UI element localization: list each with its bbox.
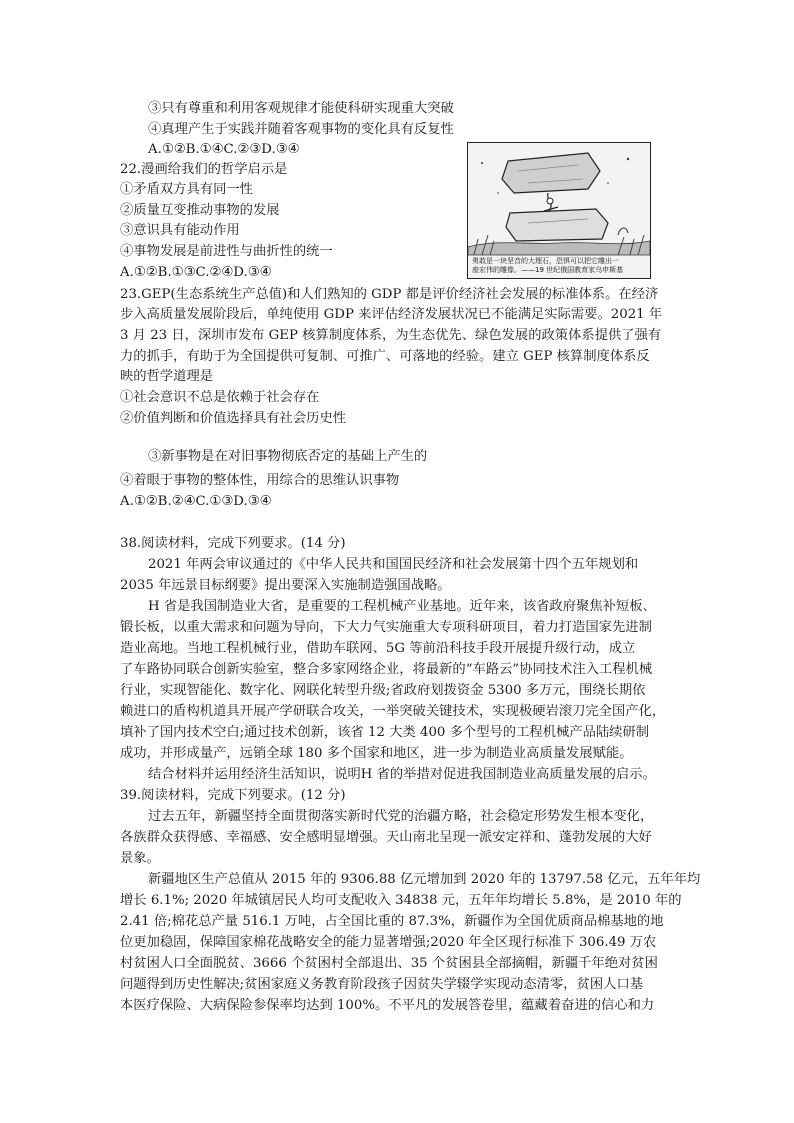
q23-stem-line-5: 映的哲学道理是 [120,369,214,384]
q38-para-2-line: 成功，并形成量产，远销全球 180 多个国家和地区，进一步为制造业高质量发展赋能。 [120,746,633,761]
q22-option-1: ①矛盾双方具有同一性 [120,182,253,197]
q38-para-2-line: 锻长板，以重大需求和问题为导向，下大力气实施重大专项科研项目，着力打造国家先进制 [120,620,652,635]
q23-stem-line-4: 力的抓手，有助于为全国提供可复制、可推广、可落地的经验。建立 GEP 核算制度体系反 [120,349,650,364]
q38-para-2-line: 造业高地。当地工程机械行业，借助车联网、5G 等前沿科技手段开展提升级行动，成立 [120,641,636,656]
q38-para-2-line: H 省是我国制造业大省，是重要的工程机械产业基地。近年来，该省政府聚焦补短板、 [148,599,656,614]
q22-choices: A.①②B.①③C.②④D.③④ [120,265,272,280]
q23-stem-line-2: 步入高质量发展阶段后，单纯使用 GDP 来评估经济发展状况已不能满足实际需要。2021 年 [120,307,663,322]
q23-option-2: ②价值判断和价值选择具有社会历史性 [120,411,347,426]
q39-para-2-line: 新疆地区生产总值从 2015 年的 9306.88 亿元增加到 2020 年的 13797.58 亿元，五年年均 [148,872,701,887]
q38-para-2-line: 行业，实现智能化、数字化、网联化转型升级;省政府划拨资金 5300 多万元，围绕长期依 [120,683,646,698]
comic-caption-line-1: 勇敢是一块坚音的大理石，恐惧可以把它雕出一 [472,257,619,265]
q23-stem-line-3: 3 月 23 日，深圳市发布 GEP 核算制度体系，为生态优先、绿色发展的政策体系提供了强有 [120,328,662,343]
q38-para-2-line: 了车路协同联合创新实验室，整合多家网络企业，将最新的“车路云”协同技术注入工程机械 [120,662,653,677]
q39-para-2-line: 增长 6.1%; 2020 年城镇居民人均可支配收入 34838 元，五年年均增长 5.8%，是 2010 年的 [120,893,682,908]
q23-choices: A.①②B.②④C.①③D.③④ [120,494,272,509]
q39-para-2-line: 本医疗保险、大病保险参保率均达到 100%。不平凡的发展答卷里，蕴藏着奋进的信心和力 [120,998,655,1013]
q38-para-2-line: 赖进口的盾构机道具开展产学研联合攻关，一举突破关键技术，实现极硬岩滚刀完全国产化， [120,704,666,719]
comic-image [467,142,651,279]
q39-stem: 39.阅读材料，完成下列要求。(12 分) [120,788,346,803]
q23-option-4: ④着眼于事物的整体性，用综合的思维认识事物 [120,473,400,488]
q22-option-2: ②质量互变推动事物的发展 [120,203,280,218]
q23-option-1: ①社会意识不总是依赖于社会存在 [120,390,320,405]
q39-para-2-line: 位更加稳固，保障国家棉花战略安全的能力显著增强;2020 年全区现行标准下 306.49 万农 [120,935,657,950]
q39-para-2-line: 问题得到历史性解决;贫困家庭义务教育阶段孩子因贫失学辍学实现动态清零，贫困人口基 [120,977,644,992]
q23-option-3: ③新事物是在对旧事物彻底否定的基础上产生的 [148,449,428,464]
q38-question: 结合材料并运用经济生活知识，说明H 省的举措对促进我国制造业高质量发展的启示。 [148,767,656,782]
q38-stem: 38.阅读材料，完成下列要求。(14 分) [120,536,346,551]
q21-choices: A.①②B.①④C.②③D.③④ [148,142,300,157]
q22-stem: 22.漫画给我们的哲学启示是 [120,162,288,177]
q23-stem-line-1: 23.GEP(生态系统生产总值)和人们熟知的 GDP 都是评价经济社会发展的标准体系。在经济 [120,287,659,302]
comic-caption-line-2: 座宏伟的雕像。——19 世纪俄国教育家乌申斯基 [472,266,624,274]
q39-para-2-line: 村贫困人口全面脱贫、3666 个贫困村全部退出、35 个贫困县全部摘帽，新疆千年绝对贫困 [120,956,658,971]
q38-para-1-line: 2035 年远景目标纲要》提出要深入实施制造强国战略。 [120,578,451,593]
q39-para-1-line: 景象。 [120,851,160,866]
q38-para-1-line: 2021 年两会审议通过的《中华人民共和国国民经济和社会发展第十四个五年规划和 [148,557,639,572]
q38-para-2-line: 填补了国内技术空白;通过技术创新，该省 12 大类 400 多个型号的工程机械产品陆续研制 [120,725,650,740]
q21-option-4: ④真理产生于实践并随着客观事物的变化具有反复性 [148,122,454,137]
q22-option-4: ④事物发展是前进性与曲折性的统一 [120,244,333,259]
q39-para-1-line: 过去五年，新疆坚持全面贯彻落实新时代党的治疆方略，社会稳定形势发生根本变化， [148,809,654,824]
comic-caption [472,257,646,275]
q39-para-2-line: 2.41 倍;棉花总产量 516.1 万吨，占全国比重的 87.3%，新疆作为全国优质商品棉基地的地 [120,914,664,929]
q22-option-3: ③意识具有能动作用 [120,223,240,238]
q21-option-3: ③只有尊重和利用客观规律才能使科研实现重大突破 [148,101,454,116]
q39-para-1-line: 各族群众获得感、幸福感、安全感明显增强。天山南北呈现一派安定祥和、蓬勃发展的大好 [120,830,652,845]
